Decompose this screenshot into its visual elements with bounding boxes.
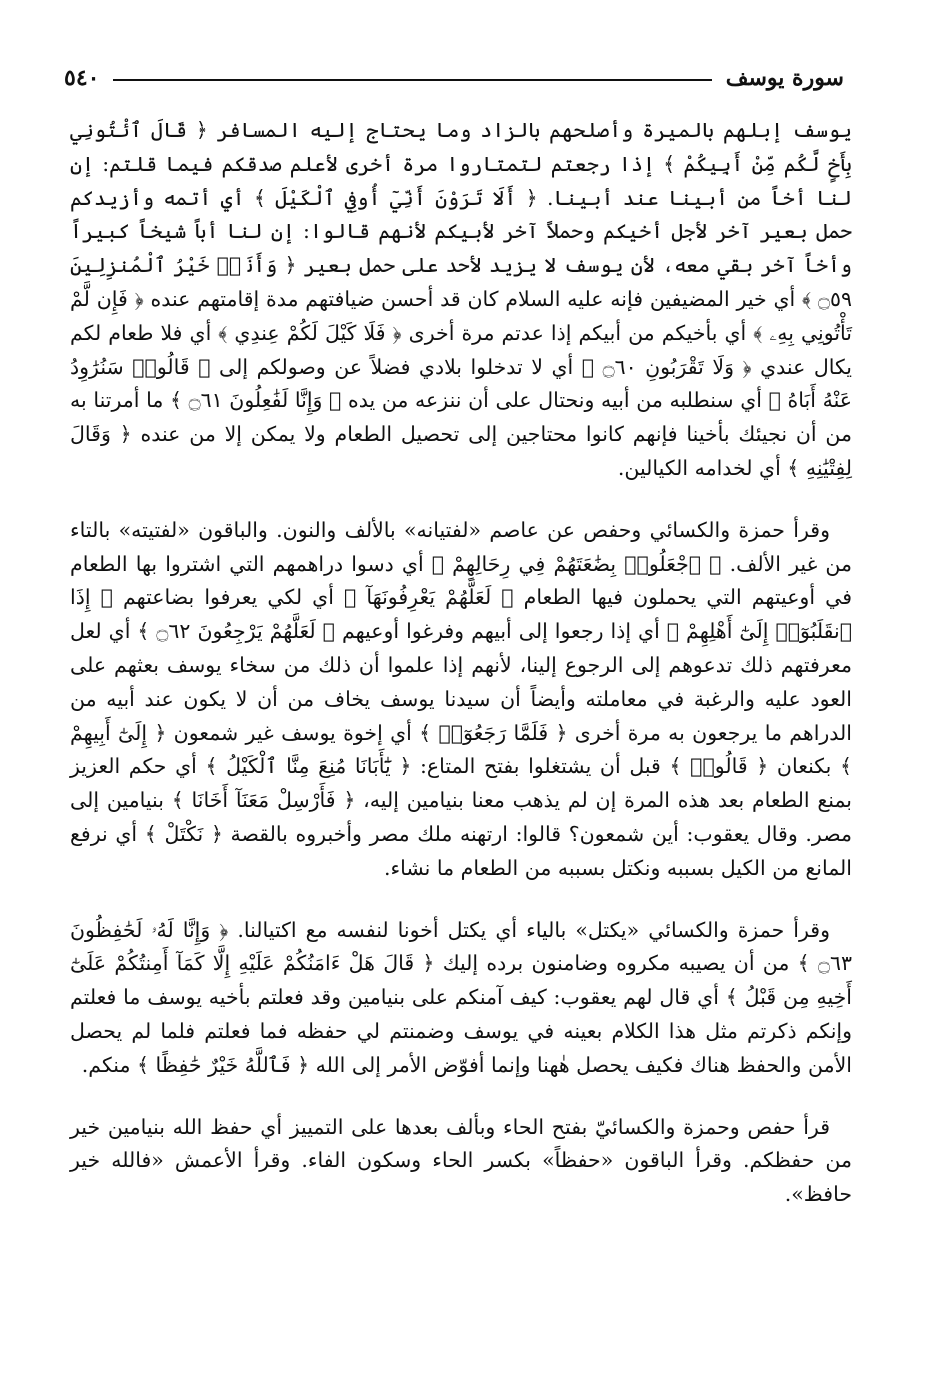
paragraph-2: وقرأ حمزة والكسائي وحفص عن عاصم «لفتيانه» بالألف والنون. والباقون «لفتيته» بالتاء من غير الألف. ﴿ ٱجْعَلُوا۟ بِضَٰعَتَهُمْ فِي رِحَالِهِمْ ﴾ أي دسوا دراهمهم التي اشتروا بها الطعام في أوعيتهم التي يحملون فيها الطعام ﴿ لَعَلَّهُمْ يَعْرِفُونَهَآ ﴾ أي لكي يعرفوا بضاعتهم ﴿ إِذَا ٱنقَلَبُوٓا۟ إِلَىٰٓ أَهْلِهِمْ ﴾ أي إذا رجعوا إلى أبيهم وفرغوا أوعيهم ﴿ لَعَلَّهُمْ يَرْجِعُونَ ۝٦٢ ﴾ أي لعل معرفتهم ذلك تدعوهم إلى الرجوع إلينا، لأنهم إذا علموا أن ذلك من سخاء يوسف بعثهم على العود عليه والرغبة في معاملته وأيضاً أن سيدنا يوسف يخاف من أن لا يكون عند أبيه من الدراهم ما يرجعون به مرة أخرى ﴿ فَلَمَّا رَجَعُوٓا۟ ﴾ أي إخوة يوسف غير شمعون ﴿ إِلَىٰٓ أَبِيهِمْ ﴾ بكنعان ﴿ قَالُوا۟ ﴾ قبل أن يشتغلوا بفتح المتاع: ﴿ يَٰٓأَبَانَا مُنِعَ مِنَّا ٱلْكَيْلُ ﴾ أي حكم العزيز بمنع الطعام بعد هذه المرة إن لم يذهب معنا بنيامين إليه، ﴿ فَأَرْسِلْ مَعَنَآ أَخَانَا ﴾ بنيامين إلى مصر. وقال يعقوب: أين شمعون؟ قالوا: ارتهنه ملك مصر وأخبروه بالقصة ﴿ نَكْتَلْ ﴾ أي نرفع المانع من الكيل بسببه ونكتل بسببه من الطعام ما نشاء. [70,517,853,880]
header-rule [113,79,711,81]
paragraph-1: يوسف إبلهم بالميرة وأصلحهم بالزاد وما يحتاج إليه المسافر ﴿ قَالَ ٱئْتُونِي بِأَخٍ لَّكُم مِّنْ أَبِيكُمْ ﴾ إذا رجعتم لتمتاروا مرة أخرى لأعلم صدقكم فيما قلتم: إن لنا أخاً من أبينا عند أبينا. ﴿ أَلَا تَرَوْنَ أَنِّيٓ أُوفِي ٱلْكَيْلَ ﴾ أي أتمه وأزيدكم حمل بعير آخر لأجل أخيكم وحملاً آخر لأبيكم لأنهم قالوا: إن لنا أباً شيخاً كبيراً وأخاً آخر بقي معه، لأن يوسف لا يزيد لأحد على حمل بعير ﴿ وَأَنَا۠ خَيْرُ ٱلْمُنزِلِينَ ۝٥٩ ﴾ أي خير المضيفين فإنه عليه السلام كان قد أحسن ضيافتهم مدة إقامتهم عنده ﴿ فَإِن لَّمْ تَأْتُونِي بِهِۦ ﴾ أي بأخيكم من أبيكم إذا عدتم مرة أخرى ﴿ فَلَا كَيْلَ لَكُمْ عِندِي ﴾ أي فلا طعام لكم يكال عندي ﴿ وَلَا تَقْرَبُونِ ۝٦٠ ﴾ أي لا تدخلوا بلادي فضلاً عن وصولكم إلى ﴿ قَالُوا۟ سَنُرَٰوِدُ عَنْهُ أَبَاهُ ﴾ أي سنطلبه من أبيه ونحتال على أن ننزعه من يده ﴿ وَإِنَّا لَفَٰعِلُونَ ۝٦١ ﴾ ما أمرتنا به من أن نجيئك بأخينا فإنهم كانوا محتاجين إلى تحصيل الطعام ولا يمكن إلا من عنده ﴿ وَقَالَ لِفِتْيَٰنِهِ ﴾ أي لخدامه الكيالين. [70,118,853,480]
paragraph-3: وقرأ حمزة والكسائي «يكتل» بالياء أي يكتل أخونا لنفسه مع اكتيالنا. ﴿ وَإِنَّا لَهُۥ لَحَٰفِظُونَ ۝٦٣ ﴾ من أن يصيبه مكروه وضامنون برده إليك ﴿ قَالَ هَلْ ءَامَنُكُمْ عَلَيْهِ إِلَّا كَمَآ أَمِنتُكُمْ عَلَىٰٓ أَخِيهِ مِن قَبْلُ ﴾ أي قال لهم يعقوب: كيف آمنكم على بنيامين وقد فعلتم بأخيه يوسف ما فعلتم وإنكم ذكرتم مثل هذا الكلام بعينه في يوسف وضمنتم لي حفظه فما فعلتم فلما لم يحصل الأمن والحفظ هناك فكيف يحصل هٰهنا وإنما أفوّض الأمر إلى الله ﴿ فَٱللَّهُ خَيْرٌ حَٰفِظًا ﴾ منكم. [70,917,852,1077]
paragraph-4: قرأ حفص وحمزة والكسائيّ بفتح الحاء وبألف بعدها على التمييز أي حفظ الله بنيامين خير من حفظكم. وقرأ الباقون «حفظاً» بكسر الحاء وسكون الفاء. وقرأ الأعمش «فالله خير حافظ». [70,1114,852,1207]
page-header [64,60,844,96]
surah-title: سورة يوسف [725,65,844,91]
page-body [70,114,852,1212]
page-number: ٥٤٠ [64,65,100,91]
